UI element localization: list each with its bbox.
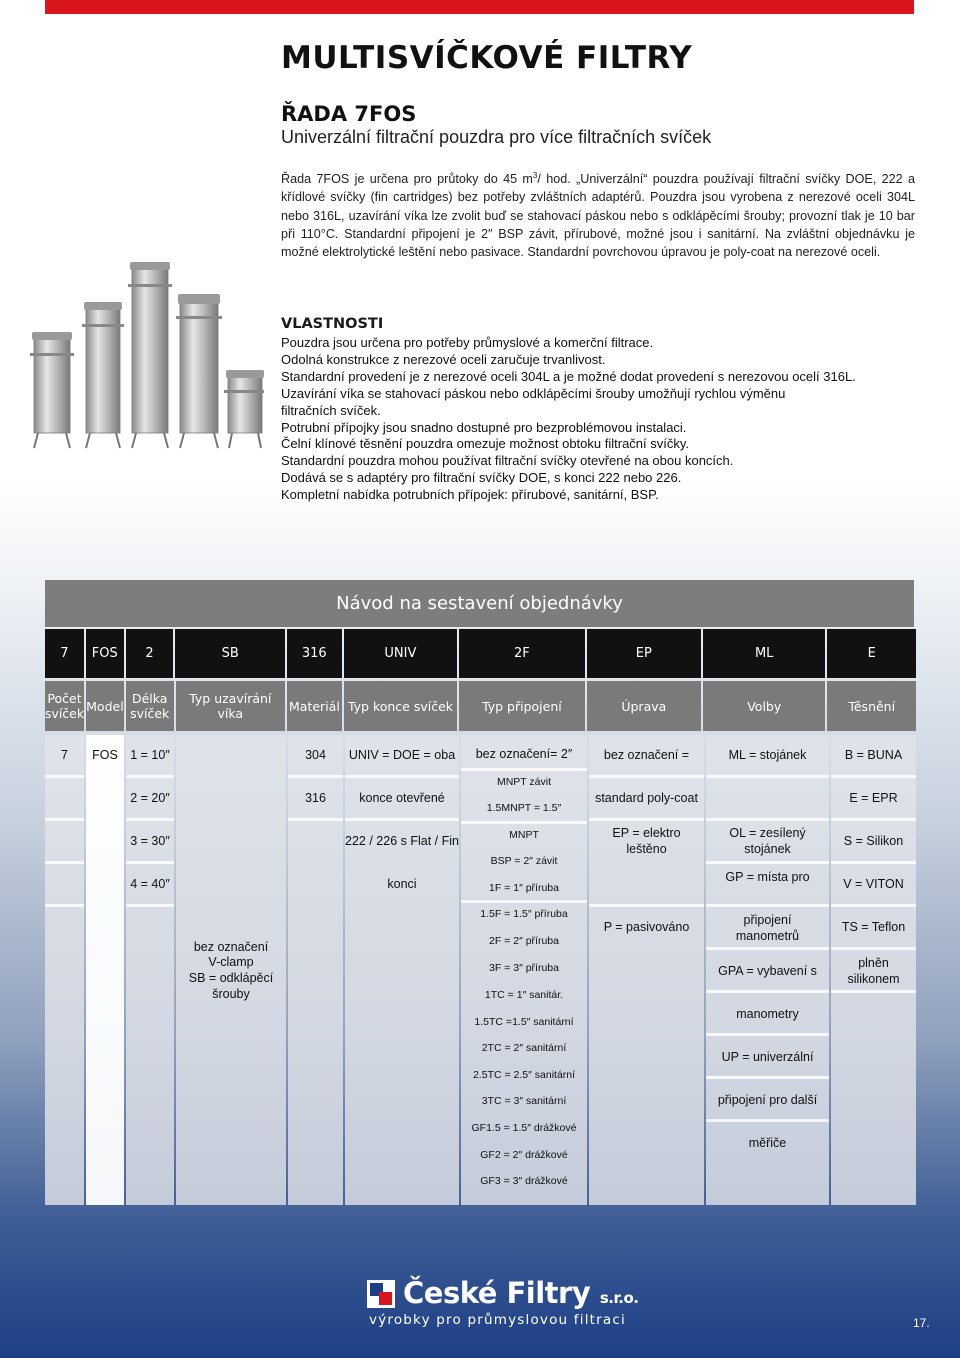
code-cell: FOS [86, 629, 124, 678]
properties-list [281, 335, 921, 504]
option-cell: leštěno [626, 842, 667, 856]
property-item: Odolná konstrukce z nerezové oceli zaručuje trvanlivost. [281, 351, 606, 367]
option-cell: silikonem [847, 972, 900, 986]
option-cell: TS = Teflon [841, 920, 906, 934]
column-finish [589, 735, 704, 1205]
column-options [706, 735, 829, 1205]
row-divider [461, 768, 587, 771]
option-cell: bez označení [193, 940, 269, 954]
column-connection [461, 735, 587, 1205]
code-cell: 2 [126, 629, 174, 678]
option-cell: GF1.5 = 1.5″ drážkové [471, 1122, 577, 1134]
property-item: Uzavírání víka se stahovací páskou nebo odklápěcími šrouby umožňují rychlou výměnu [281, 385, 786, 401]
option-cell: GPA = vybavení s [718, 964, 817, 978]
code-cell: 2F [459, 629, 584, 678]
option-cell: FOS [92, 748, 118, 762]
column-header: Materiál [287, 681, 342, 731]
column-header: Typ uzavírání víka [176, 681, 285, 731]
housing-1 [30, 332, 74, 448]
row-divider [126, 775, 174, 778]
option-cell: EP = elektro [612, 826, 681, 840]
option-cell: bez označení= 2″ [475, 747, 573, 761]
option-cell: 2.5TC = 2.5″ sanitární [472, 1069, 576, 1081]
option-cell: 1F = 1″ příruba [489, 882, 559, 894]
row-divider [461, 900, 587, 903]
column-count [45, 735, 84, 1205]
column-cartridge-end [345, 735, 459, 1205]
order-code-example [45, 629, 916, 678]
housing-4 [176, 294, 222, 448]
row-divider [706, 990, 829, 993]
column-material [288, 735, 343, 1205]
code-cell: EP [587, 629, 701, 678]
option-cell: 1.5F = 1.5″ příruba [480, 908, 568, 920]
row-divider [706, 818, 829, 821]
property-item: Standardní pouzdra mohou používat filtrační svíčky otevřené na obou koncích. [281, 453, 734, 469]
option-cell: šrouby [212, 987, 250, 1001]
logo-mark-icon [367, 1280, 395, 1308]
row-divider [345, 818, 459, 821]
logo-name [403, 1276, 638, 1310]
property-item: filtračních svíček. [281, 402, 381, 418]
intro-text-start: Řada 7FOS je určena pro průtoky do 45 m [281, 172, 533, 187]
option-cell: 222 / 226 s Flat / Fin [345, 834, 459, 848]
row-divider [589, 904, 704, 907]
column-header: Typ připojení [459, 681, 584, 731]
row-divider [126, 818, 174, 821]
company-logo [367, 1276, 639, 1336]
row-divider [706, 1119, 829, 1122]
row-divider [288, 818, 343, 821]
option-cell: 3TC = 3″ sanitární [481, 1095, 567, 1107]
row-divider [831, 990, 916, 993]
housing-3 [128, 262, 172, 448]
intro-paragraph [281, 167, 915, 261]
code-cell: ML [703, 629, 825, 678]
option-cell: OL = zesílený [729, 826, 806, 840]
series-subtitle: Univerzální filtrační pouzdra pro více filtračních svíček [281, 127, 712, 147]
option-cell: SB = odklápěcí [188, 971, 274, 985]
option-cell: MNPT závit [496, 776, 552, 788]
option-cell: 316 [305, 791, 326, 805]
row-divider [589, 818, 704, 821]
row-divider [831, 947, 916, 950]
option-cell: připojení [743, 913, 792, 927]
option-cell: 1TC = 1″ sanitár. [484, 989, 564, 1001]
option-cell: 1 = 10″ [130, 748, 170, 762]
logo-company-name: České Filtry [403, 1276, 591, 1310]
option-cell: 2F = 2″ příruba [489, 935, 559, 947]
row-divider [45, 775, 84, 778]
code-cell: 316 [287, 629, 342, 678]
option-cell: manometrů [735, 929, 800, 943]
option-cell: 3F = 3″ příruba [489, 962, 559, 974]
option-cell: měřiče [748, 1136, 787, 1150]
row-divider [126, 861, 174, 864]
option-cell: V-clamp [208, 955, 254, 969]
option-cell: B = BUNA [844, 748, 903, 762]
code-cell: E [827, 629, 916, 678]
option-cell: standard poly-coat [595, 791, 698, 805]
option-cell: 4 = 40″ [130, 877, 170, 891]
option-cell: E = EPR [849, 791, 898, 805]
column-header: Model [86, 681, 124, 731]
option-cell: UP = univerzální [721, 1050, 814, 1064]
column-header: Těsnění [827, 681, 916, 731]
option-cell: konce otevřené [359, 791, 445, 805]
row-divider [831, 818, 916, 821]
filter-housings-photo [24, 258, 264, 453]
option-cell: 2 = 20″ [130, 791, 170, 805]
row-divider [706, 861, 829, 864]
series-title: ŘADA 7FOS [281, 102, 417, 126]
column-header: Volby [703, 681, 825, 731]
row-divider [706, 1076, 829, 1079]
order-options-table [45, 735, 916, 1205]
option-cell: 7 [61, 748, 68, 762]
column-header: Úprava [587, 681, 701, 731]
option-cell: 2TC = 2″ sanitární [481, 1042, 567, 1054]
column-header: Typ konce svíček [344, 681, 457, 731]
housing-5 [224, 370, 264, 448]
option-cell: bez označení = [603, 748, 690, 762]
row-divider [45, 904, 84, 907]
option-cell: plněn [858, 956, 889, 970]
top-red-bar [45, 0, 914, 14]
option-cell: UNIV = DOE = oba [348, 748, 456, 762]
row-divider [45, 818, 84, 821]
code-cell: SB [175, 629, 284, 678]
option-cell: GF2 = 2″ drážkové [480, 1149, 568, 1161]
code-cell: UNIV [344, 629, 457, 678]
option-cell: ML = stojánek [728, 748, 807, 762]
property-item: Dodává se s adaptéry pro filtrační svíčky DOE, s konci 222 nebo 226. [281, 470, 682, 486]
intro-superscript: 3 [532, 171, 538, 180]
row-divider [706, 775, 829, 778]
row-divider [45, 861, 84, 864]
option-cell: V = VITON [843, 877, 904, 891]
option-cell: 304 [305, 748, 326, 762]
property-item: Čelní klínové těsnění pouzdra omezuje možnost obtoku filtrační svíčky. [281, 436, 690, 452]
row-divider [288, 775, 343, 778]
option-cell: P = pasivováno [603, 920, 690, 934]
option-cell: manometry [736, 1007, 799, 1021]
column-header: Délka svíček [126, 681, 174, 731]
intro-text-rest: / hod. „Univerzální“ pouzdra používají filtrační svíčky DOE, 222 a křídlové svíčky (fin cartridges) bez potřeby zvláštních adaptérů. Pouzdra jsou vyrobena z nerezové oceli 304L nebo 316L, uzavírání víka lze zvolit buď se stahovací páskou nebo s odklápěcími šrouby; provozní tlak je 10 bar při 110°C. Standardní připojení je 2″ BSP závit, přírubové, možné jsou i sanitární. Na zvláštní objednávku je možné elektrolytické leštění nebo pasivace. Standardní povrchovou úpravou je poly-coat na nerezové oceli. [281, 172, 915, 259]
row-divider [706, 1033, 829, 1036]
row-divider [126, 904, 174, 907]
logo-tagline: výrobky pro průmyslovou filtraci [369, 1312, 626, 1328]
properties-heading: VLASTNOSTI [281, 316, 384, 332]
row-divider [589, 775, 704, 778]
order-column-headers [45, 681, 916, 731]
option-cell: 3 = 30″ [130, 834, 170, 848]
row-divider [831, 904, 916, 907]
row-divider [706, 904, 829, 907]
column-model [86, 735, 124, 1205]
page-number: 17. [913, 1316, 930, 1330]
property-item: Potrubní přípojky jsou snadno dostupné pro bezproblémovou instalaci. [281, 419, 687, 435]
housing-2 [82, 302, 124, 448]
row-divider [706, 947, 829, 950]
property-item: Standardní provedení je z nerezové oceli 304L a je možné dodat provedení s nerezovou ocelí 316L. [281, 368, 856, 384]
option-cell: stojánek [744, 842, 791, 856]
property-item: Kompletní nabídka potrubních přípojek: přírubové, sanitární, BSP. [281, 487, 659, 503]
option-cell: GP = místa pro [725, 870, 810, 884]
row-divider [461, 821, 587, 824]
option-cell: 1.5TC =1.5″ sanitární [474, 1016, 574, 1028]
row-divider [345, 775, 459, 778]
row-divider [831, 861, 916, 864]
option-cell: BSP = 2″ závit [490, 855, 558, 867]
page-title: MULTISVÍČKOVÉ FILTRY [281, 40, 693, 76]
order-guide-heading: Návod na sestavení objednávky [45, 580, 914, 627]
column-seal [831, 735, 916, 1205]
code-cell: 7 [45, 629, 84, 678]
logo-suffix: s.r.o. [599, 1289, 639, 1307]
option-cell: MNPT [509, 829, 539, 841]
column-lid-closure [176, 735, 286, 1205]
row-divider [831, 775, 916, 778]
option-cell: připojení pro další [717, 1093, 818, 1107]
option-cell: S = Silikon [843, 834, 904, 848]
property-item: Pouzdra jsou určena pro potřeby průmyslové a komerční filtrace. [281, 335, 654, 350]
option-cell: GF3 = 3″ drážkové [480, 1175, 568, 1187]
column-header: Počet svíček [45, 681, 84, 731]
column-length [126, 735, 174, 1205]
option-cell: konci [387, 877, 417, 891]
option-cell: 1.5MNPT = 1.5″ [486, 802, 562, 814]
